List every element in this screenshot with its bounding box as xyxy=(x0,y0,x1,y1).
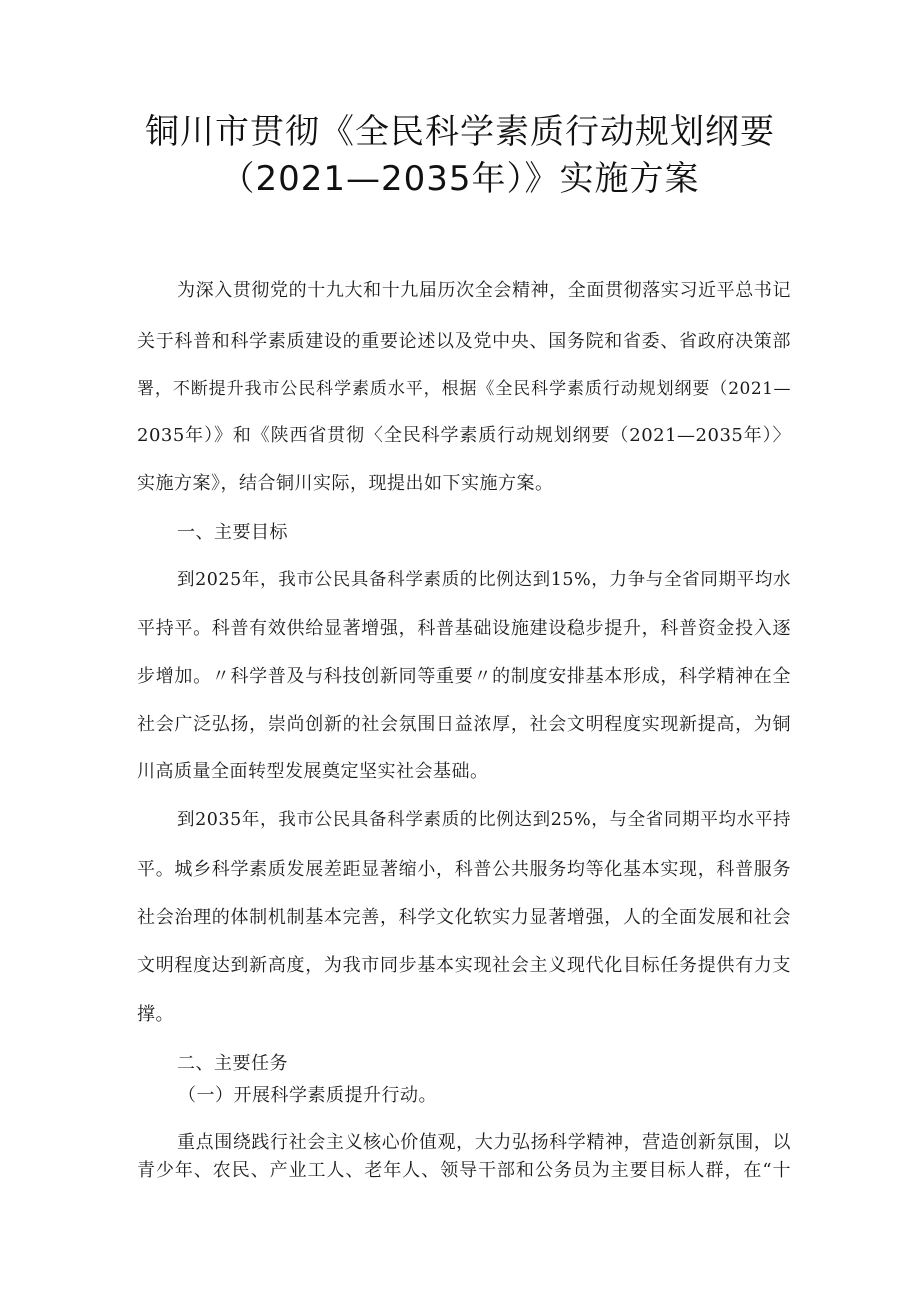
goal-2035-line-4: 文明程度达到新高度，为我市同步基本实现社会主义现代化目标任务提供有力支 xyxy=(137,955,791,976)
goal-2035-line-2: 平。城乡科学素质发展差距显著缩小，科普公共服务均等化基本实现，科普服务 xyxy=(137,859,791,880)
intro-line-3: 署，不断提升我市公民科学素质水平，根据《全民科学素质行动规划纲要（2021— xyxy=(137,379,791,399)
section-2-subheading: （一）开展科学素质提升行动。 xyxy=(178,1085,437,1106)
intro-line-5: 实施方案》，结合铜川实际，现提出如下实施方案。 xyxy=(137,473,554,494)
goal-2035-line-3: 社会治理的体制机制基本完善，科学文化软实力显著增强，人的全面发展和社会 xyxy=(137,907,791,928)
section-1-heading: 一、主要目标 xyxy=(177,522,288,543)
goal-2025-line-5: 川高质量全面转型发展奠定坚实社会基础。 xyxy=(137,761,489,782)
tasks-line-1: 重点围绕践行社会主义核心价值观，大力弘扬科学精神，营造创新氛围，以 xyxy=(177,1132,791,1153)
document-title-line-1: 铜川市贯彻《全民科学素质行动规划纲要 xyxy=(145,112,775,152)
goal-2035-line-1: 到2035年，我市公民具备科学素质的比例达到25%，与全省同期平均水平持 xyxy=(177,810,791,830)
goal-2025-line-1: 到2025年，我市公民具备科学素质的比例达到15%，力争与全省同期平均水 xyxy=(177,570,791,590)
intro-line-2: 关于科普和科学素质建设的重要论述以及党中央、国务院和省委、省政府决策部 xyxy=(137,331,791,352)
goal-2035-line-5: 撑。 xyxy=(137,1004,174,1025)
goal-2025-line-2: 平持平。科普有效供给显著增强，科普基础设施建设稳步提升，科普资金投入逐 xyxy=(137,618,791,639)
goal-2025-line-4: 社会广泛弘扬，崇尚创新的社会氛围日益浓厚，社会文明程度实现新提高，为铜 xyxy=(137,714,791,735)
section-2-heading: 二、主要任务 xyxy=(177,1053,288,1074)
intro-line-1: 为深入贯彻党的十九大和十九届历次全会精神，全面贯彻落实习近平总书记 xyxy=(177,280,791,301)
document-title-line-2: （2021—2035年）》实施方案 xyxy=(220,159,700,199)
tasks-line-2: 青少年、农民、产业工人、老年人、领导干部和公务员为主要目标人群，在“十 xyxy=(137,1160,791,1181)
intro-line-4: 2035年）》和《陕西省贯彻〈全民科学素质行动规划纲要（2021—2035年）〉 xyxy=(137,425,791,446)
goal-2025-line-3: 步增加。〃科学普及与科技创新同等重要〃的制度安排基本形成，科学精神在全 xyxy=(137,666,791,687)
